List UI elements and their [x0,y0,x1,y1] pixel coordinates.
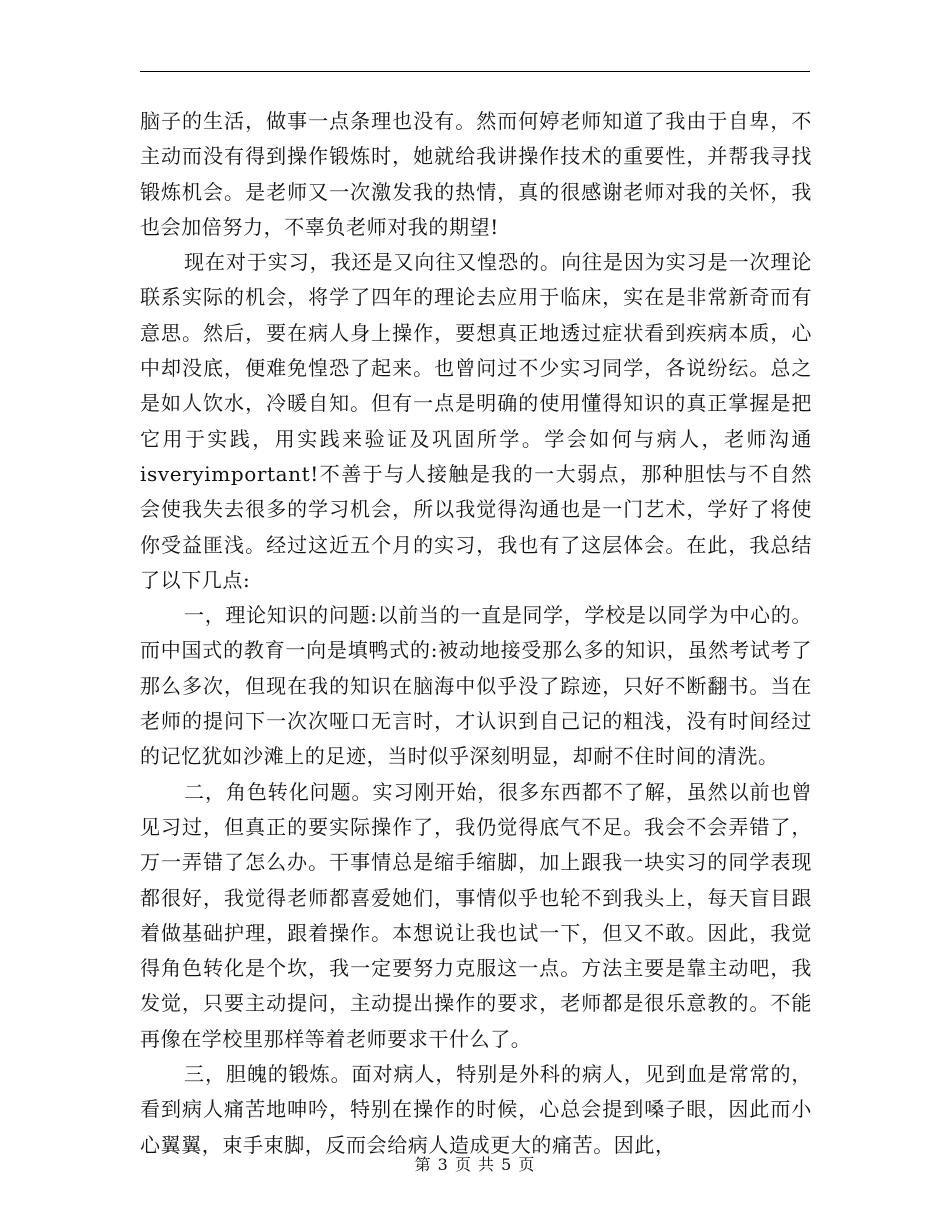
document-body [140,104,812,1163]
header-rule [140,71,810,72]
paragraph-point-three: 三，胆魄的锻炼。面对病人，特别是外科的病人，见到血是常常的，看到病人痛苦地呻吟，特别在操作的时候，心总会提到嗓子眼，因此而小心翼翼，束手束脚，反而会给病人造成更大的痛苦。因此， [140,1062,812,1157]
paragraph-internship-reflection: 现在对于实习，我还是又向往又惶恐的。向往是因为实习是一次理论联系实际的机会，将学了四年的理论去应用于临床，实在是非常新奇而有意思。然后，要在病人身上操作，要想真正地透过症状看到疾病本质，心中却没底，便难免惶恐了起来。也曾问过不少实习同学，各说纷纭。总之是如人饮水，冷暖自知。但有一点是明确的使用懂得知识的真正掌握是把它用于实践，用实践来验证及巩固所学。学会如何与病人，老师沟通isveryimportant!不善于与人接触是我的一大弱点，那种胆怯与不自然会使我失去很多的学习机会，所以我觉得沟通也是一门艺术，学好了将使你受益匪浅。经过这近五个月的实习，我也有了这层体会。在此，我总结了以下几点: [140,250,812,592]
page-footer [0,1154,950,1176]
page-number-label: 第 3 页 共 5 页 [414,1155,536,1174]
paragraph-continuation: 脑子的生活，做事一点条理也没有。然而何婷老师知道了我由于自卑，不主动而没有得到操作锻炼时，她就给我讲操作技术的重要性，并帮我寻找锻炼机会。是老师又一次激发我的热情，真的很感谢老师对我的关怀，我也会加倍努力，不辜负老师对我的期望! [140,109,812,239]
paragraph-point-two: 二，角色转化问题。实习刚开始，很多东西都不了解，虽然以前也曾见习过，但真正的要实际操作了，我仍觉得底气不足。我会不会弄错了，万一弄错了怎么办。干事情总是缩手缩脚，加上跟我一块实习的同学表现都很好，我觉得老师都喜爱她们，事情似乎也轮不到我头上，每天盲目跟着做基础护理，跟着操作。本想说让我也试一下，但又不敢。因此，我觉得角色转化是个坎，我一定要努力克服这一点。方法主要是靠主动吧，我发觉，只要主动提问，主动提出操作的要求，老师都是很乐意教的。不能再像在学校里那样等着老师要求干什么了。 [140,779,812,1051]
paragraph-point-one: 一，理论知识的问题:以前当的一直是同学，学校是以同学为中心的。而中国式的教育一向是填鸭式的:被动地接受那么多的知识，虽然考试考了那么多次，但现在我的知识在脑海中似乎没了踪迹，只好不断翻书。当在老师的提问下一次次哑口无言时，才认识到自己记的粗浅，没有时间经过的记忆犹如沙滩上的足迹，当时似乎深刻明显，却耐不住时间的清洗。 [140,603,812,769]
